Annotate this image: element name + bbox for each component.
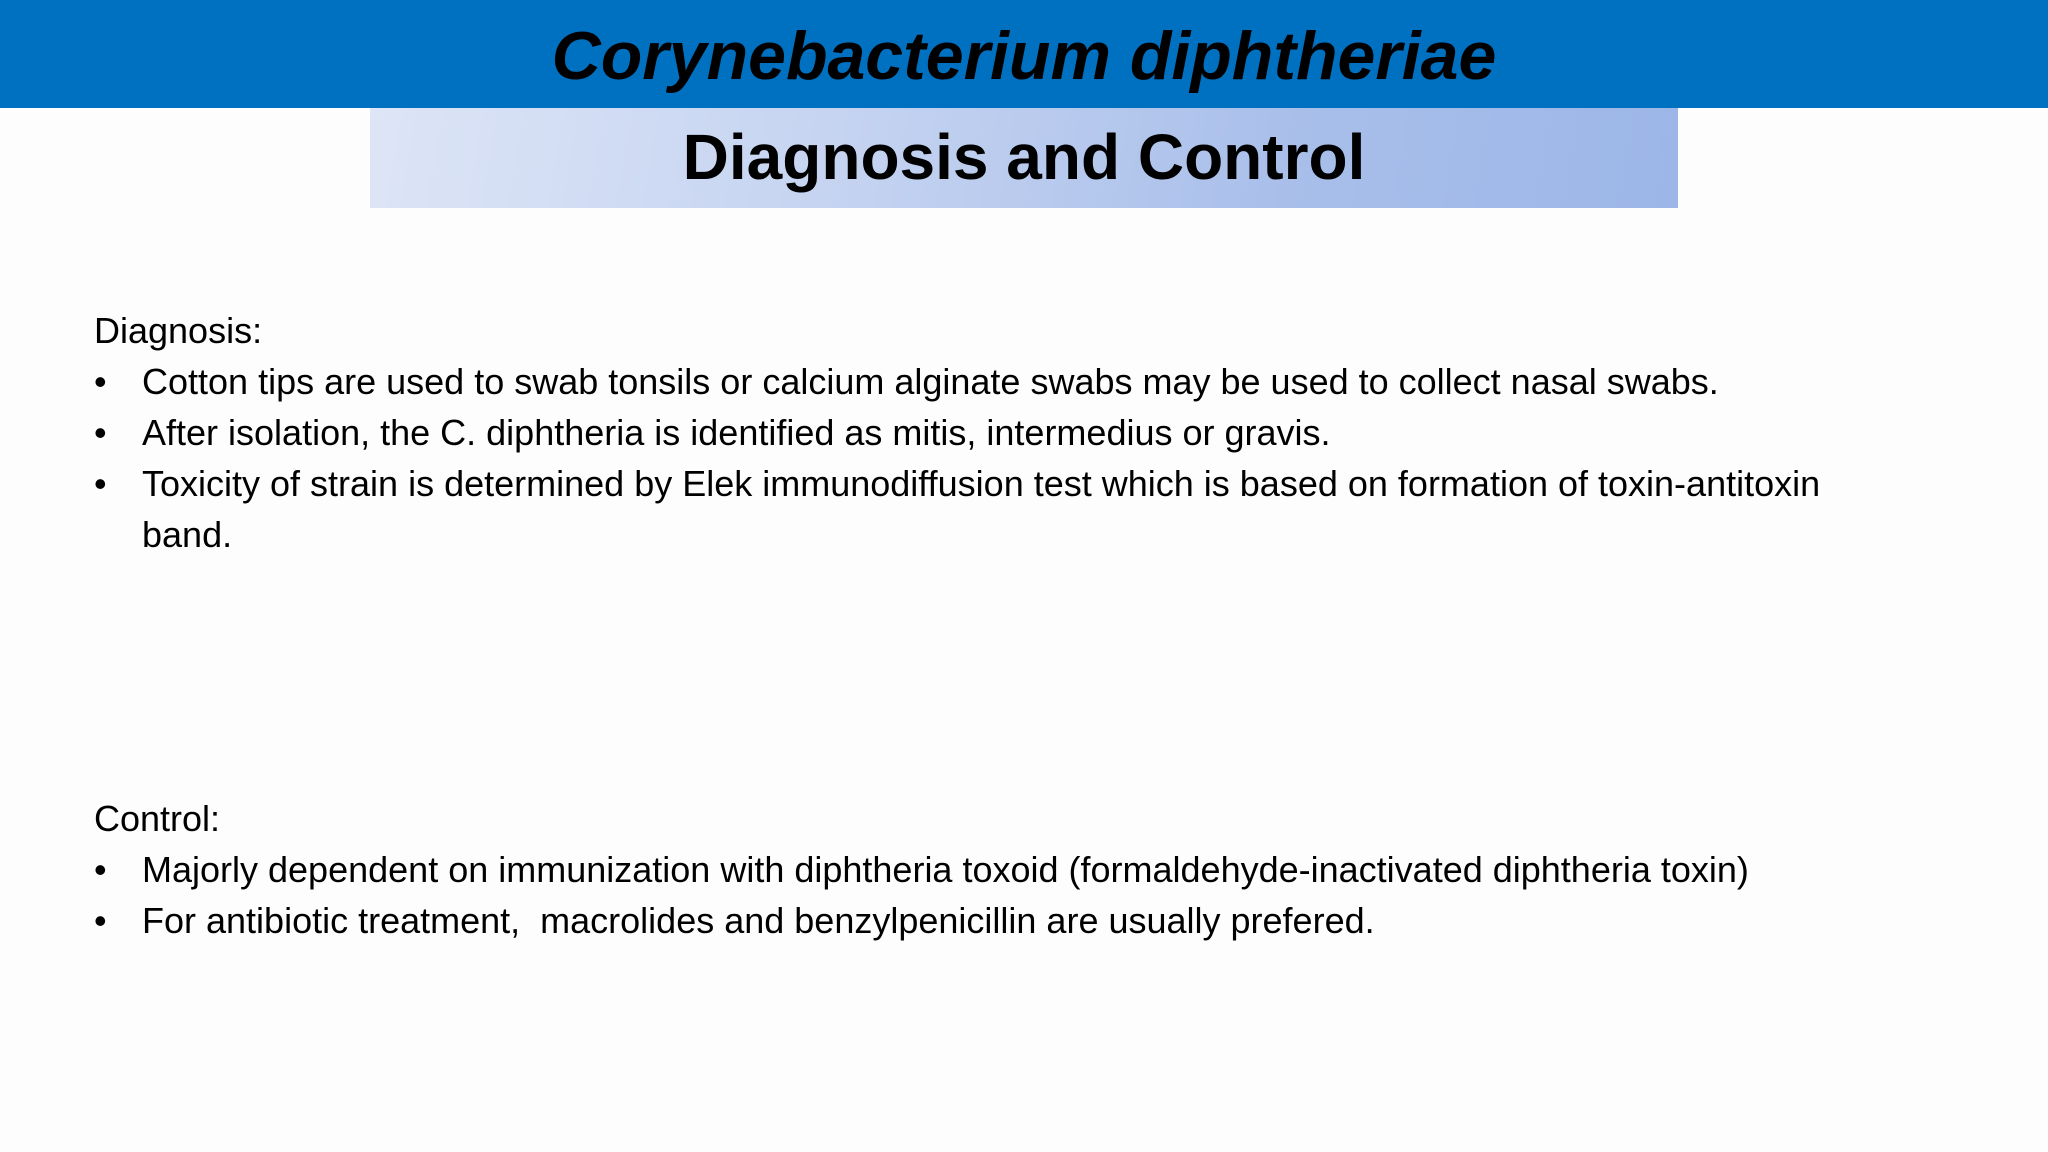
bullet-icon: • — [94, 412, 107, 453]
bullet-text: Cotton tips are used to swab tonsils or calcium alginate swabs may be used to collect nasal swabs. — [142, 361, 1719, 402]
bullet-icon: • — [94, 849, 107, 890]
list-item — [94, 356, 1994, 407]
bullet-text: Majorly dependent on immunization with diphtheria toxoid (formaldehyde-inactivated diphtheria toxin) — [142, 849, 1749, 890]
bullet-text: Toxicity of strain is determined by Elek immunodiffusion test which is based on formation of toxin-antitoxin band. — [142, 463, 1821, 555]
bullet-text: For antibiotic treatment, macrolides and benzylpenicillin are usually prefered. — [142, 900, 1375, 941]
title-bar — [0, 0, 2048, 108]
diagnosis-list — [94, 356, 1994, 560]
bullet-icon: • — [94, 900, 107, 941]
control-list — [94, 844, 1994, 946]
list-item — [94, 895, 1994, 946]
subtitle-banner — [370, 108, 1678, 208]
list-item — [94, 407, 1994, 458]
control-section — [94, 793, 1994, 946]
bullet-text: After isolation, the C. diphtheria is identified as mitis, intermedius or gravis. — [142, 412, 1331, 453]
diagnosis-heading: Diagnosis: — [94, 310, 263, 351]
bullet-icon: • — [94, 463, 107, 504]
list-item — [94, 458, 1994, 560]
bullet-icon: • — [94, 361, 107, 402]
list-item — [94, 844, 1994, 895]
control-heading: Control: — [94, 798, 221, 839]
slide-title: Corynebacterium diphtheriae — [551, 18, 1497, 94]
slide-subtitle: Diagnosis and Control — [682, 121, 1366, 193]
diagnosis-section — [94, 305, 1994, 560]
